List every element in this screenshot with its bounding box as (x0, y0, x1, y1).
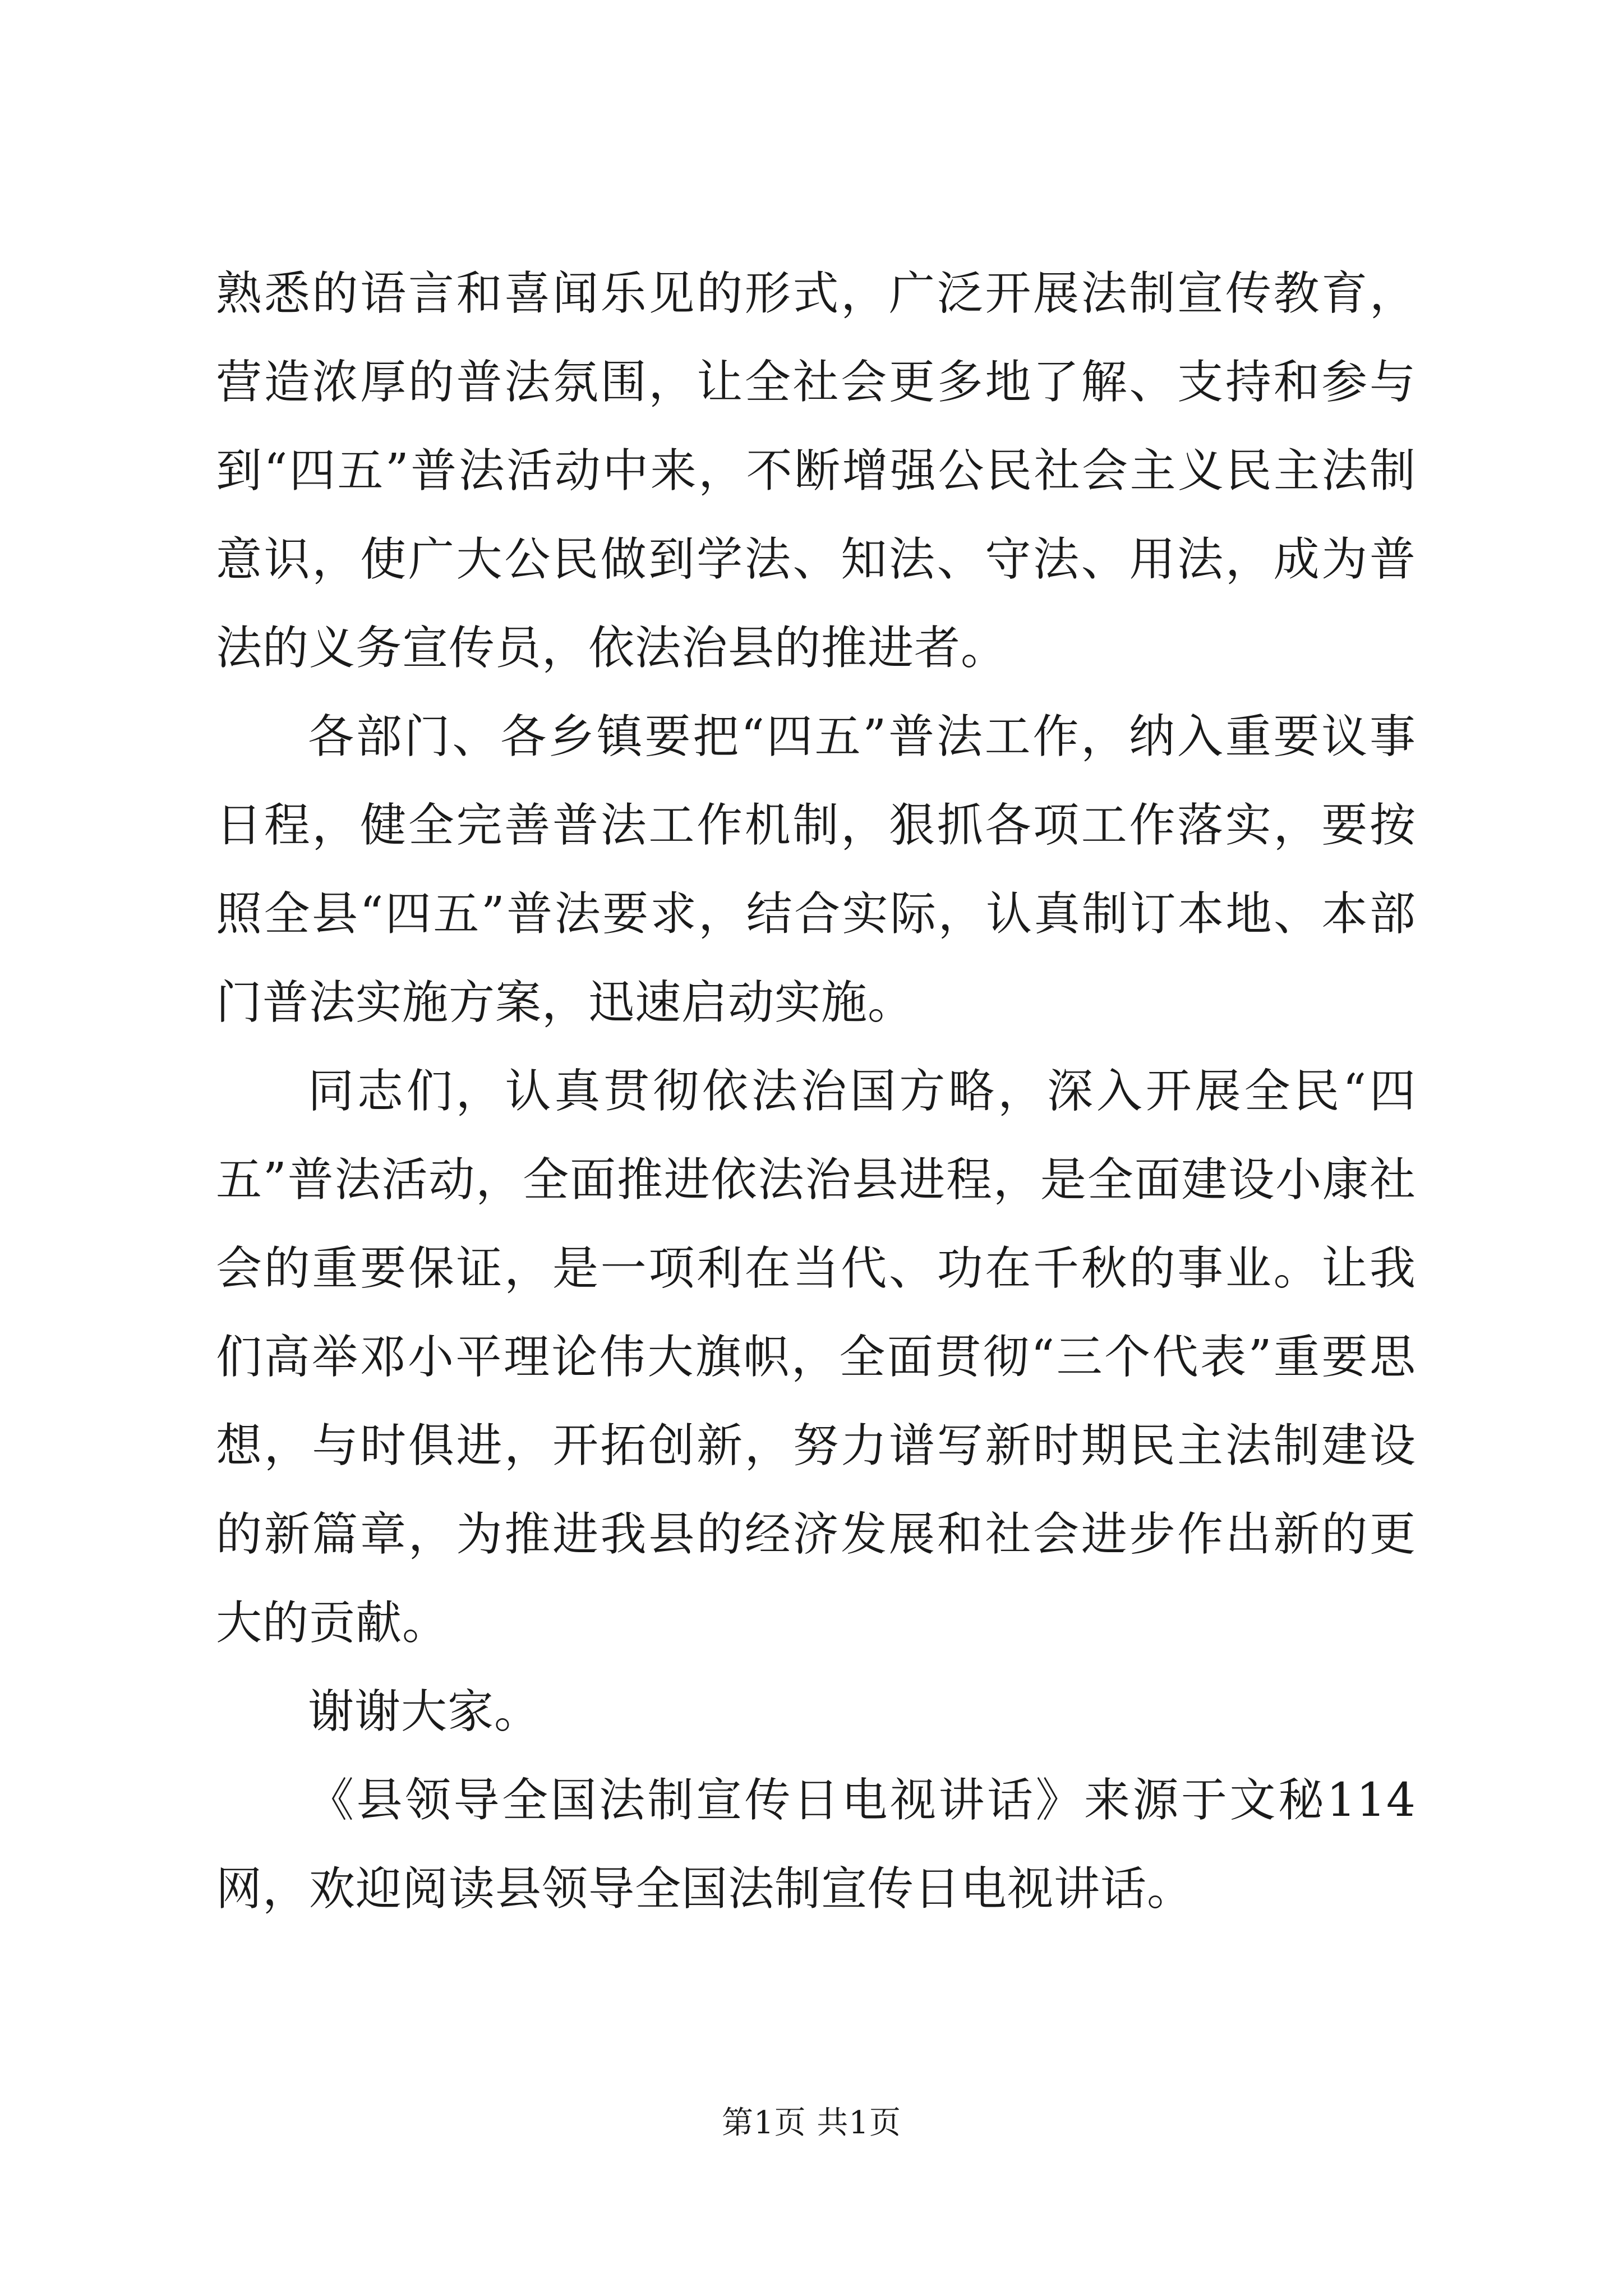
paragraph-5: 《县领导全国法制宣传日电视讲话》来源于文秘114网，欢迎阅读县领导全国法制宣传日电视讲话。 (216, 1774, 1416, 1916)
paragraph-2: 各部门、各乡镇要把“四五”普法工作，纳入重要议事日程，健全完善普法工作机制，狠抓各项工作落实，要按照全县“四五”普法要求，结合实际，认真制订本地、本部门普法实施方案，迅速启动实施。 (216, 710, 1416, 1029)
paragraph-3: 同志们，认真贯彻依法治国方略，深入开展全民“四五”普法活动，全面推进依法治县进程，是全面建设小康社会的重要保证，是一项利在当代、功在千秋的事业。让我们高举邓小平理论伟大旗帜，全面贯彻“三个代表”重要思想，与时俱进，开拓创新，努力谱写新时期民主法制建设的新篇章，为推进我县的经济发展和社会进步作出新的更大的贡献。 (216, 1065, 1416, 1650)
document-body (216, 250, 1416, 1934)
paragraph-4: 谢谢大家。 (308, 1685, 541, 1738)
paragraph-1: 熟悉的语言和喜闻乐见的形式，广泛开展法制宣传教育，营造浓厚的普法氛围，让全社会更多地了解、支持和参与到“四五”普法活动中来，不断增强公民社会主义民主法制意识，使广大公民做到学法、知法、守法、用法，成为普法的义务宣传员，依法治县的推进者。 (216, 267, 1416, 675)
page-footer: 第1页 共1页 (721, 2105, 902, 2141)
